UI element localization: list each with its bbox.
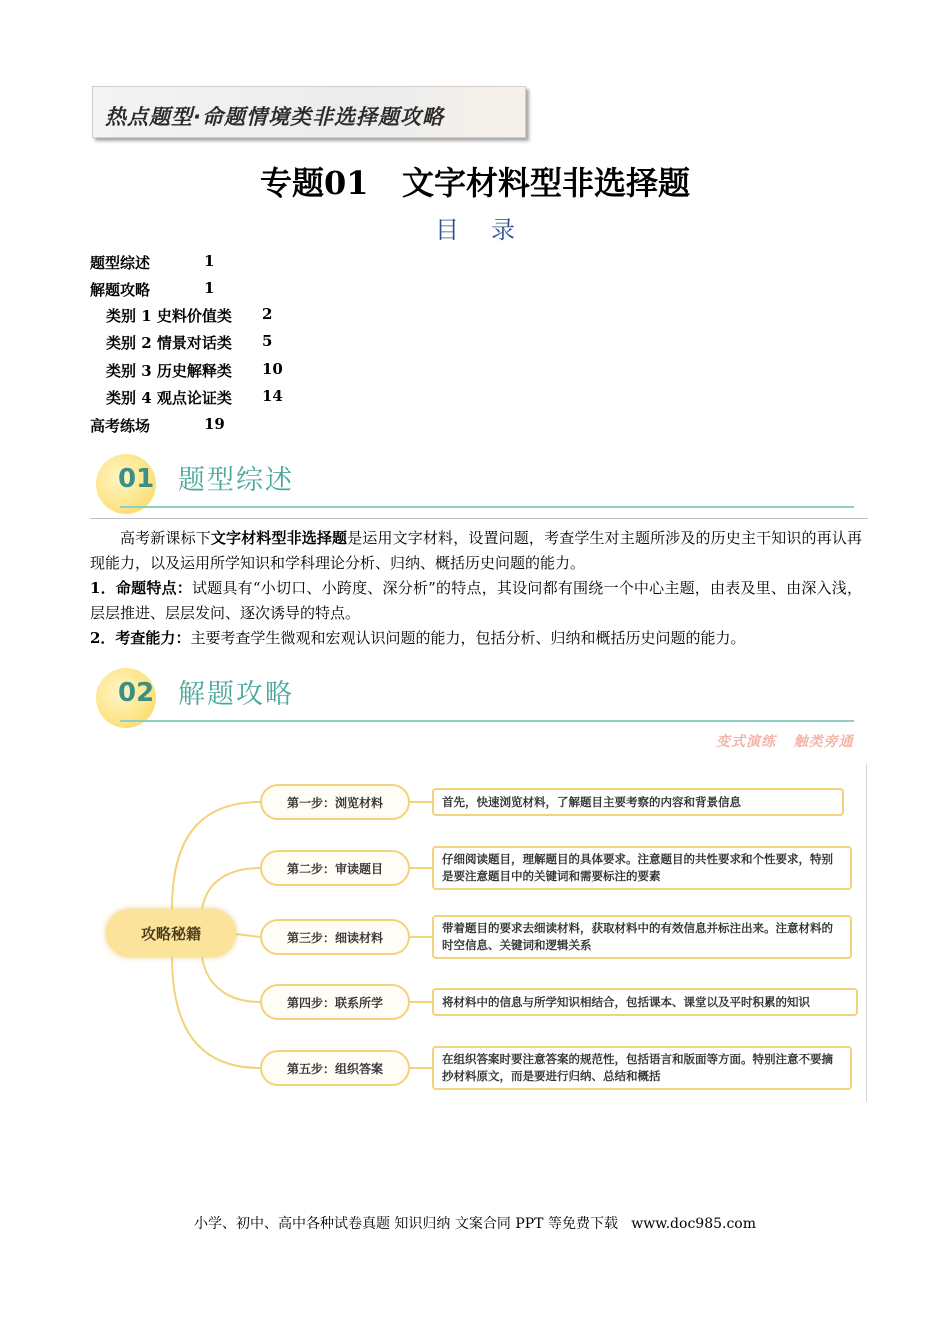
page-footer: 小学、初中、高中各种试卷真题 知识归纳 文案合同 PPT 等免费下载 www.doc985.com [193,1216,756,1232]
toc-item[interactable] [90,415,310,437]
intro-prefix: 高考新课标下 [120,529,211,547]
step-5: 第五步：组织答案 [260,1050,410,1086]
section-title: 解题攻略 [178,679,294,710]
strategy-mindmap [92,764,868,1102]
step-5-description: 在组织答案时要注意答案的规范性，包括语言和版面等方面。特别注意不要摘抄材料原文，而是要进行归纳、总结和概括 [432,1046,852,1090]
mindmap-border [866,764,867,1102]
toc-item-label: 题型综述 [90,254,151,272]
step-1-description: 首先，快速浏览材料，了解题目主要考察的内容和背景信息 [432,788,844,816]
tagline: 变式演练 触类旁通 [716,734,854,750]
toc-item[interactable] [106,305,326,327]
topic-banner [92,86,526,138]
toc-item[interactable] [106,360,326,382]
section-underline [120,506,854,508]
step-3: 第三步：细读材料 [260,919,410,955]
step-2-description: 仔细阅读题目，理解题目的具体要求。注意题目的共性要求和个性要求，特别是要注意题目中的关键词和需要标注的要素 [432,846,852,890]
connector-5 [172,957,260,1068]
section-underline [120,720,854,722]
banner-text: 热点题型·命题情境类非选择题攻略 [105,105,444,129]
toc-item-page: 19 [204,415,225,433]
toc-item-page: 14 [262,387,283,405]
connector-1 [172,802,260,909]
point-label: 1．命题特点： [90,579,192,597]
toc-item-page: 5 [262,332,273,350]
point-paragraph-2 [90,626,862,651]
toc-item-page: 10 [262,360,283,378]
toc-item[interactable] [106,387,326,409]
step-3-description: 带着题目的要求去细读材料，获取材料中的有效信息并标注出来。注意材料的时空信息、关键词和逻辑关系 [432,915,852,959]
page-title: 专题01 文字材料型非选择题 [260,164,690,202]
divider [90,518,868,519]
connector-4 [202,957,260,1002]
intro-bold-term: 文字材料型非选择题 [210,529,348,547]
toc-item[interactable] [106,332,326,354]
section-number: 01 [118,464,155,494]
section-title: 题型综述 [178,465,294,496]
toc-item-label: 类别 4 观点论证类 [106,389,232,407]
connector-2 [202,868,260,909]
toc-item-label: 高考练场 [90,417,151,435]
step-1: 第一步：浏览材料 [260,784,410,820]
toc-item-label: 类别 1 史料价值类 [106,307,232,325]
point-text: 主要考查学生微观和宏观认识问题的能力，包括分析、归纳和概括历史问题的能力。 [190,629,746,647]
point-label: 2．考查能力： [90,629,191,647]
toc-item-label: 类别 2 情景对话类 [106,334,232,352]
toc-item-page: 1 [204,252,215,270]
mindmap-hub: 攻略秘籍 [106,909,236,957]
section-header-strategy [90,666,860,728]
intro-suffix: 是运用文字材料，设置问题，考查学生对主题所涉及的历史主干知识的再认再现能力，以及运用所学知识和学科理论分析、归纳、概括历史问题的能力。 [90,529,862,572]
point-paragraph-1 [90,576,862,626]
toc-item-page: 2 [262,305,273,323]
toc-item-page: 1 [204,279,215,297]
point-text: 试题具有“小切口、小跨度、深分析”的特点，其设问都有围绕一个中心主题，由表及里、由深入浅，层层推进、层层发问、逐次诱导的特点。 [90,579,862,622]
toc-item[interactable] [90,279,310,301]
toc-item[interactable] [90,252,310,274]
section-number: 02 [118,678,155,708]
intro-paragraph [90,526,862,576]
step-2: 第二步：审读题目 [260,850,410,886]
section-header-overview [90,452,860,514]
toc-item-label: 解题攻略 [90,281,151,299]
connector-3 [236,934,260,937]
toc-heading: 目录 [435,216,547,244]
step-4: 第四步：联系所学 [260,984,410,1020]
toc-item-label: 类别 3 历史解释类 [106,362,232,380]
step-4-description: 将材料中的信息与所学知识相结合，包括课本、课堂以及平时积累的知识 [432,988,858,1016]
